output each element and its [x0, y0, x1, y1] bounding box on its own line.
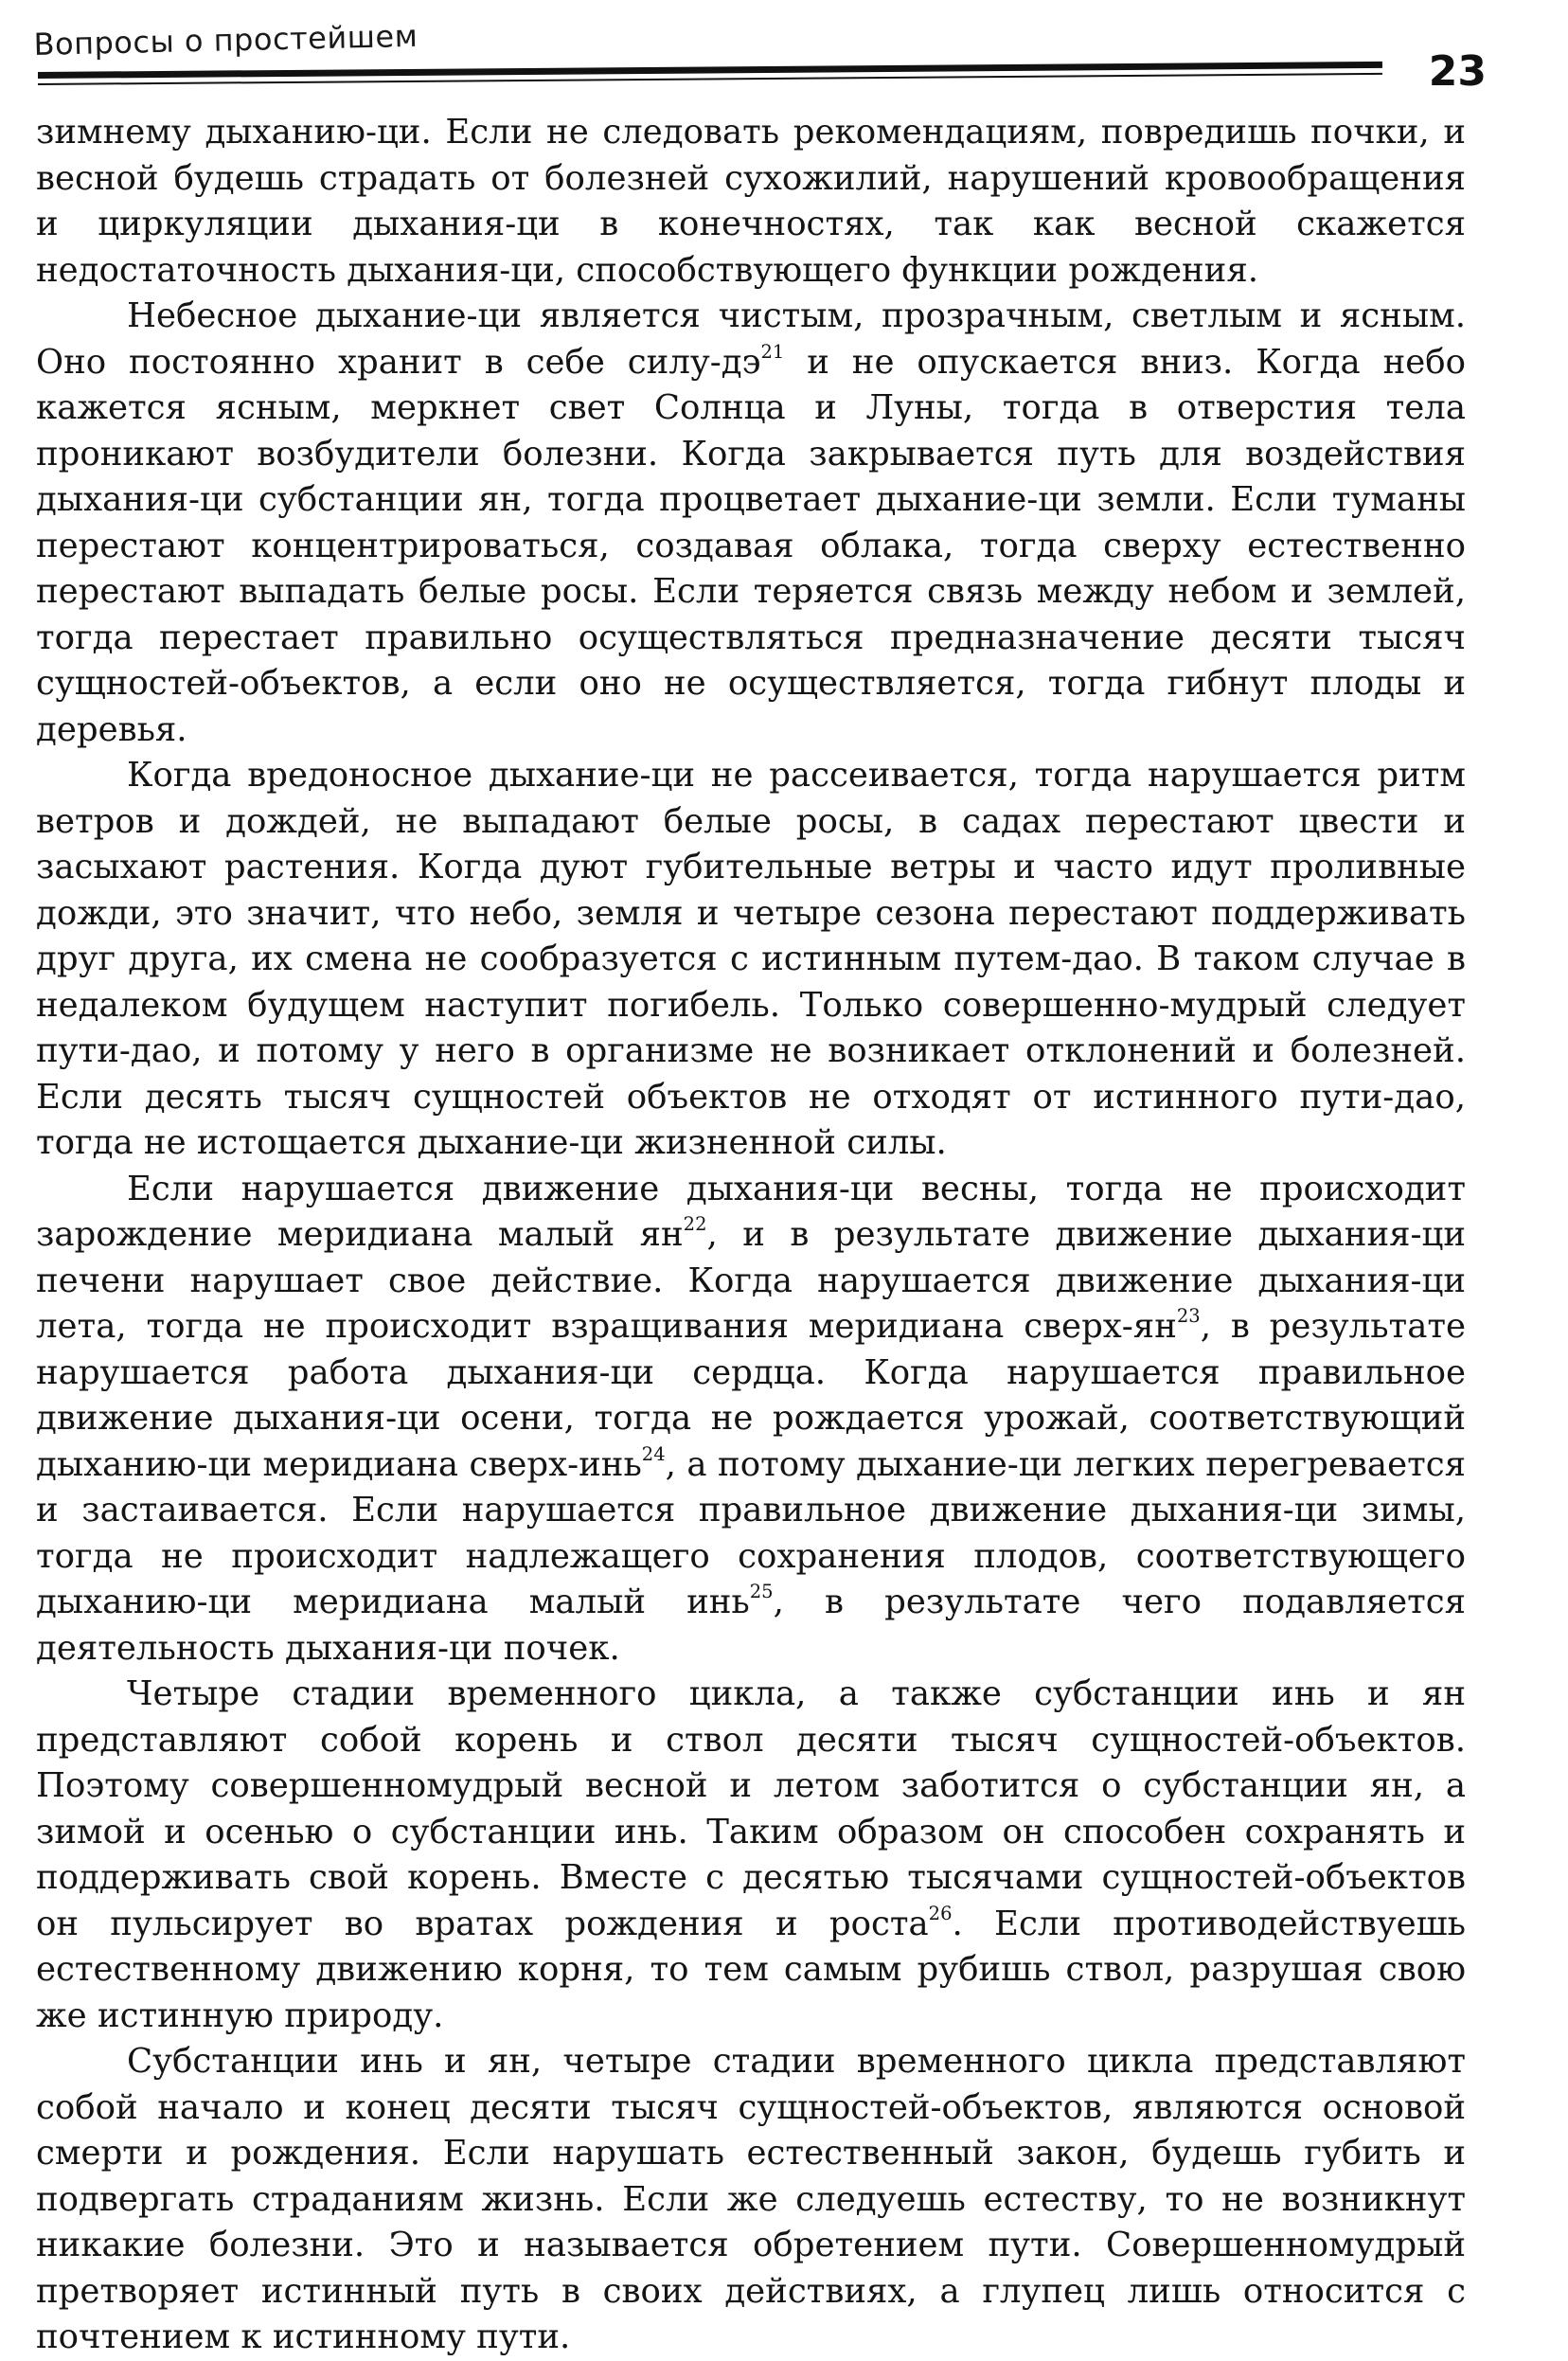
text-run: , в результате нарушается работа дыхания-ци сердца. Когда нарушается правильное движение дыхания-ци осени, тогда не рождается урожай, соответствующий дыханию-ци меридиана сверх-инь	[36, 1307, 1467, 1484]
footnote-marker: 25	[749, 1581, 774, 1603]
text-run: , а потому дыхание-ци легких перегревается и застаивается. Если нарушается правильное движение дыхания-ци зимы, тогда не происходит надлежащего сохранения плодов, соответствующего дыханию-ци меридиана малый инь	[36, 1444, 1467, 1621]
text-run: . Если противодействуешь естественному движению корня, то тем самым рубишь ствол, разрушая свою же истинную природу.	[36, 1904, 1466, 2035]
text-run: Если нарушается движение дыхания-ци весны, тогда не происходит зарождение меридиана малый ян	[36, 1169, 1466, 1254]
text-run: , и в результате движение дыхания-ци печени нарушает свое действие. Когда нарушается движение дыхания-ци лета, тогда не происходит взращивания меридиана сверх-ян	[36, 1215, 1466, 1346]
text-run: и не опускается вниз. Когда небо кажется ясным, меркнет свет Солнца и Луны, тогда в отверстия тела проникают возбудители болезни. Когда закрывается путь для воздействия дыхания-ци субстанции ян, тогда процветает дыхание-ци земли. Если туманы перестают концентрироваться, создавая облака, тогда сверху естественно перестают выпадать белые росы. Если теряется связь между небом и землей, тогда перестает правильно осуществляться предназначение десяти тысяч сущностей-объектов, а если оно не осуществляется, тогда гибнут плоды и деревья.	[36, 342, 1466, 749]
text-run: Когда вредоносное дыхание-ци не рассеивается, тогда нарушается ритм ветров и дождей, не выпадают белые росы, в садах перестают цвести и засыхают растения. Когда дуют губительные ветры и часто идут проливные дожди, это значит, что небо, земля и четыре сезона перестают поддерживать друг друга, их смена не сообразуется с истинным путем-дао. В таком случае в недалеком будущем наступит погибель. Только совершенно-мудрый следует пути-дао, и потому у него в организме не возникает отклонений и болезней. Если десять тысяч сущностей объектов не отходят от истинного пути-дао, тогда не истощается дыхание-ци жизненной силы.	[36, 756, 1466, 1162]
body-text	[36, 110, 1466, 2361]
paragraph	[36, 294, 1466, 753]
footnote-marker: 24	[641, 1442, 666, 1465]
text-run: Небесное дыхание-ци является чистым, прозрачным, светлым и ясным. Оно постоянно хранит в себе силу-дэ	[36, 296, 1466, 382]
text-run: зимнему дыханию-ци. Если не следовать рекомендациям, повредишь почки, и весной будешь страдать от болезней сухожилий, нарушений кровообращения и циркуляции дыхания-ци в конечностях, так как весной скажется недостаточность дыхания-ци, способствующего функции рождения.	[36, 113, 1466, 290]
footnote-marker: 23	[1176, 1305, 1201, 1328]
paragraph	[36, 110, 1466, 294]
footnote-marker: 21	[760, 340, 785, 363]
text-run: Субстанции инь и ян, четыре стадии временного цикла представляют собой начало и конец десяти тысяч сущностей-объектов, являются основой смерти и рождения. Если нарушать естественный закон, будешь губить и подвергать страданиям жизнь. Если же следуешь естеству, то не возникнут никакие болезни. Это и называется обретением пути. Совершенномудрый претворяет истинный путь в своих действиях, а глупец лишь относится с почтением к истинному пути.	[36, 2042, 1466, 2356]
paragraph	[36, 2039, 1466, 2361]
paragraph	[36, 1167, 1466, 1672]
paragraph	[36, 753, 1466, 1167]
page-number: 23	[1428, 47, 1487, 96]
text-run: Четыре стадии временного цикла, а также субстанции инь и ян представляют собой корень и ствол десяти тысяч сущностей-объектов. Поэтому совершенномудрый весной и летом заботится о субстанции ян, а зимой и осенью о субстанции инь. Таким образом он способен сохранять и поддерживать свой корень. Вместе с десятью тысячами сущностей-объектов он пульсирует во вратах рождения и роста	[36, 1674, 1466, 1943]
footnote-marker: 26	[928, 1902, 953, 1924]
footnote-marker: 22	[683, 1213, 707, 1236]
running-head: Вопросы о простейшем	[33, 17, 419, 63]
paragraph	[36, 1672, 1466, 2039]
text-run: , в результате чего подавляется деятельность дыхания-ци почек.	[36, 1583, 1467, 1668]
